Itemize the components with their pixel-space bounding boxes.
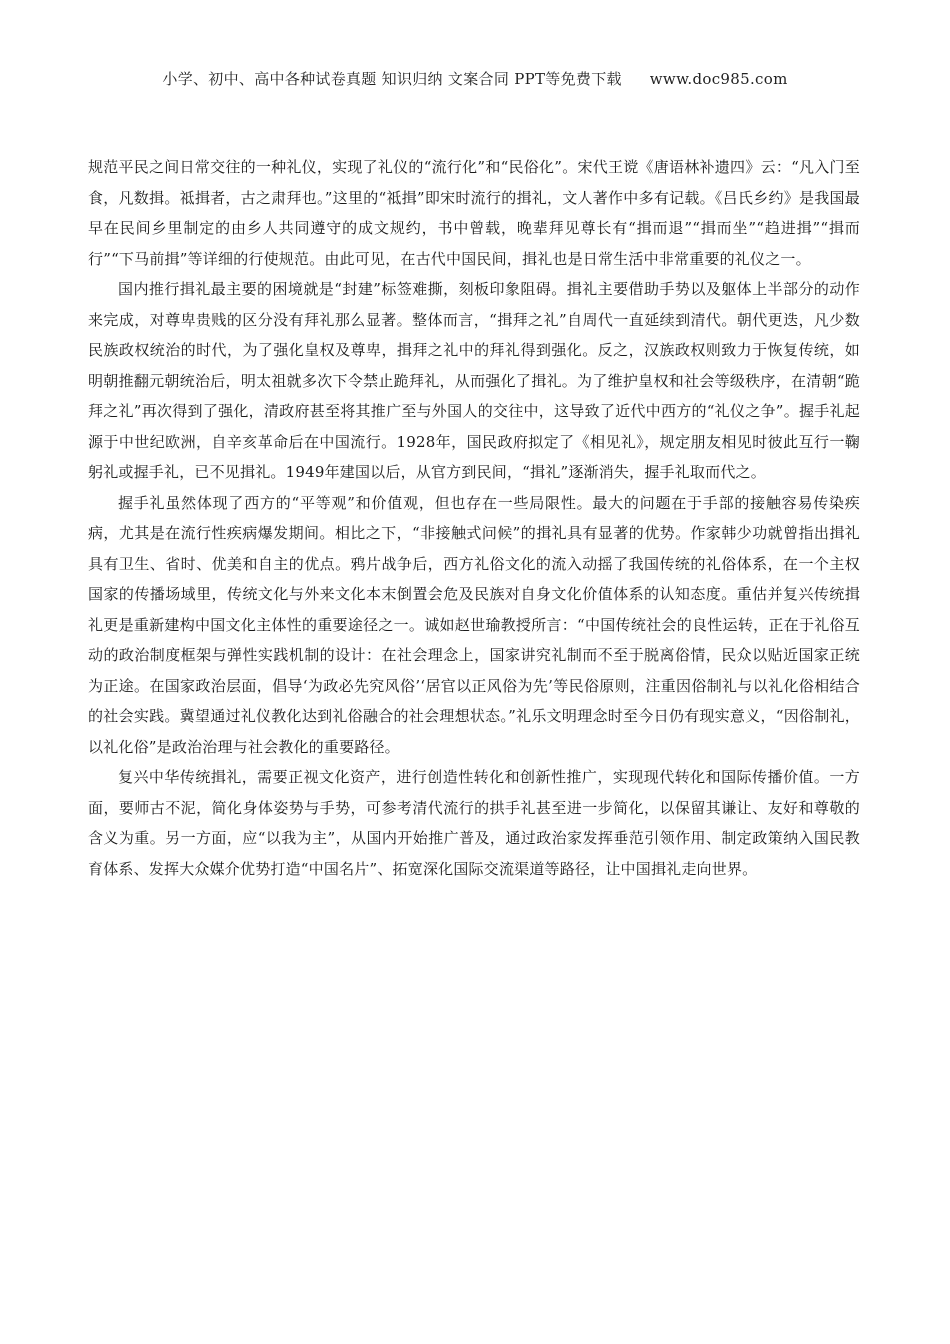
header-site-link[interactable]: www.doc985.com <box>649 70 788 88</box>
document-body <box>88 152 860 884</box>
paragraph-3: 握手礼虽然体现了西方的“平等观”和价值观，但也存在一些局限性。最大的问题在于手部的接触容易传染疾病，尤其是在流行性疾病爆发期间。相比之下，“非接触式问候”的揖礼具有显著的优势。作家韩少功就曾指出揖礼具有卫生、省时、优美和自主的优点。鸦片战争后，西方礼俗文化的流入动摇了我国传统的礼俗体系，在一个主权国家的传播场域里，传统文化与外来文化本末倒置会危及民族对自身文化价值体系的认知态度。重估并复兴传统揖礼更是重新建构中国文化主体性的重要途径之一。诚如赵世瑜教授所言：“中国传统社会的良性运转，正在于礼俗互动的政治制度框架与弹性实践机制的设计：在社会理念上，国家讲究礼制而不至于脱离俗情，民众以贴近国家正统为正途。在国家政治层面，倡导‘为政必先究风俗’‘居官以正风俗为先’等民俗原则，注重因俗制礼与以礼化俗相结合的社会实践。冀望通过礼仪教化达到礼俗融合的社会理想状态。”礼乐文明理念时至今日仍有现实意义，“因俗制礼，以礼化俗”是政治治理与社会教化的重要路径。 <box>88 493 860 756</box>
header-text: 小学、初中、高中各种试卷真题 知识归纳 文案合同 PPT等免费下载 <box>162 70 622 88</box>
paragraph-4: 复兴中华传统揖礼，需要正视文化资产，进行创造性转化和创新性推广，实现现代转化和国际传播价值。一方面，要师古不泥，简化身体姿势与手势，可参考清代流行的拱手礼甚至进一步简化，以保留其谦让、友好和尊敬的含义为重。另一方面，应“以我为主”，从国内开始推广普及，通过政治家发挥垂范引领作用、制定政策纳入国民教育体系、发挥大众媒介优势打造“中国名片”、拓宽深化国际交流渠道等路径，让中国揖礼走向世界。 <box>88 768 860 878</box>
paragraph-2: 国内推行揖礼最主要的困境就是“封建”标签难撕，刻板印象阻碍。揖礼主要借助手势以及躯体上半部分的动作来完成，对尊卑贵贱的区分没有拜礼那么显著。整体而言，“揖拜之礼”自周代一直延续到清代。朝代更迭，凡少数民族政权统治的时代，为了强化皇权及尊卑，揖拜之礼中的拜礼得到强化。反之，汉族政权则致力于恢复传统，如明朝推翻元朝统治后，明太祖就多次下令禁止跪拜礼，从而强化了揖礼。为了维护皇权和社会等级秩序，在清朝“跪拜之礼”再次得到了强化，清政府甚至将其推广至与外国人的交往中，这导致了近代中西方的“礼仪之争”。握手礼起源于中世纪欧洲，自辛亥革命后在中国流行。1928年，国民政府拟定了《相见礼》，规定朋友相见时彼此互行一鞠躬礼或握手礼，已不见揖礼。1949年建国以后，从官方到民间，“揖礼”逐渐消失，握手礼取而代之。 <box>88 280 860 481</box>
page-header <box>0 68 950 89</box>
paragraph-1: 规范平民之间日常交往的一种礼仪，实现了礼仪的“流行化”和“民俗化”。宋代王谠《唐语林补遗四》云：“凡入门至食，凡数揖。祗揖者，古之肃拜也。”这里的“祗揖”即宋时流行的揖礼，文人著作中多有记载。《吕氏乡约》是我国最早在民间乡里制定的由乡人共同遵守的成文规约，书中曾载，晚辈拜见尊长有“揖而退”“揖而坐”“趋进揖”“揖而行”“下马前揖”等详细的行使规范。由此可见，在古代中国民间，揖礼也是日常生活中非常重要的礼仪之一。 <box>88 158 860 268</box>
